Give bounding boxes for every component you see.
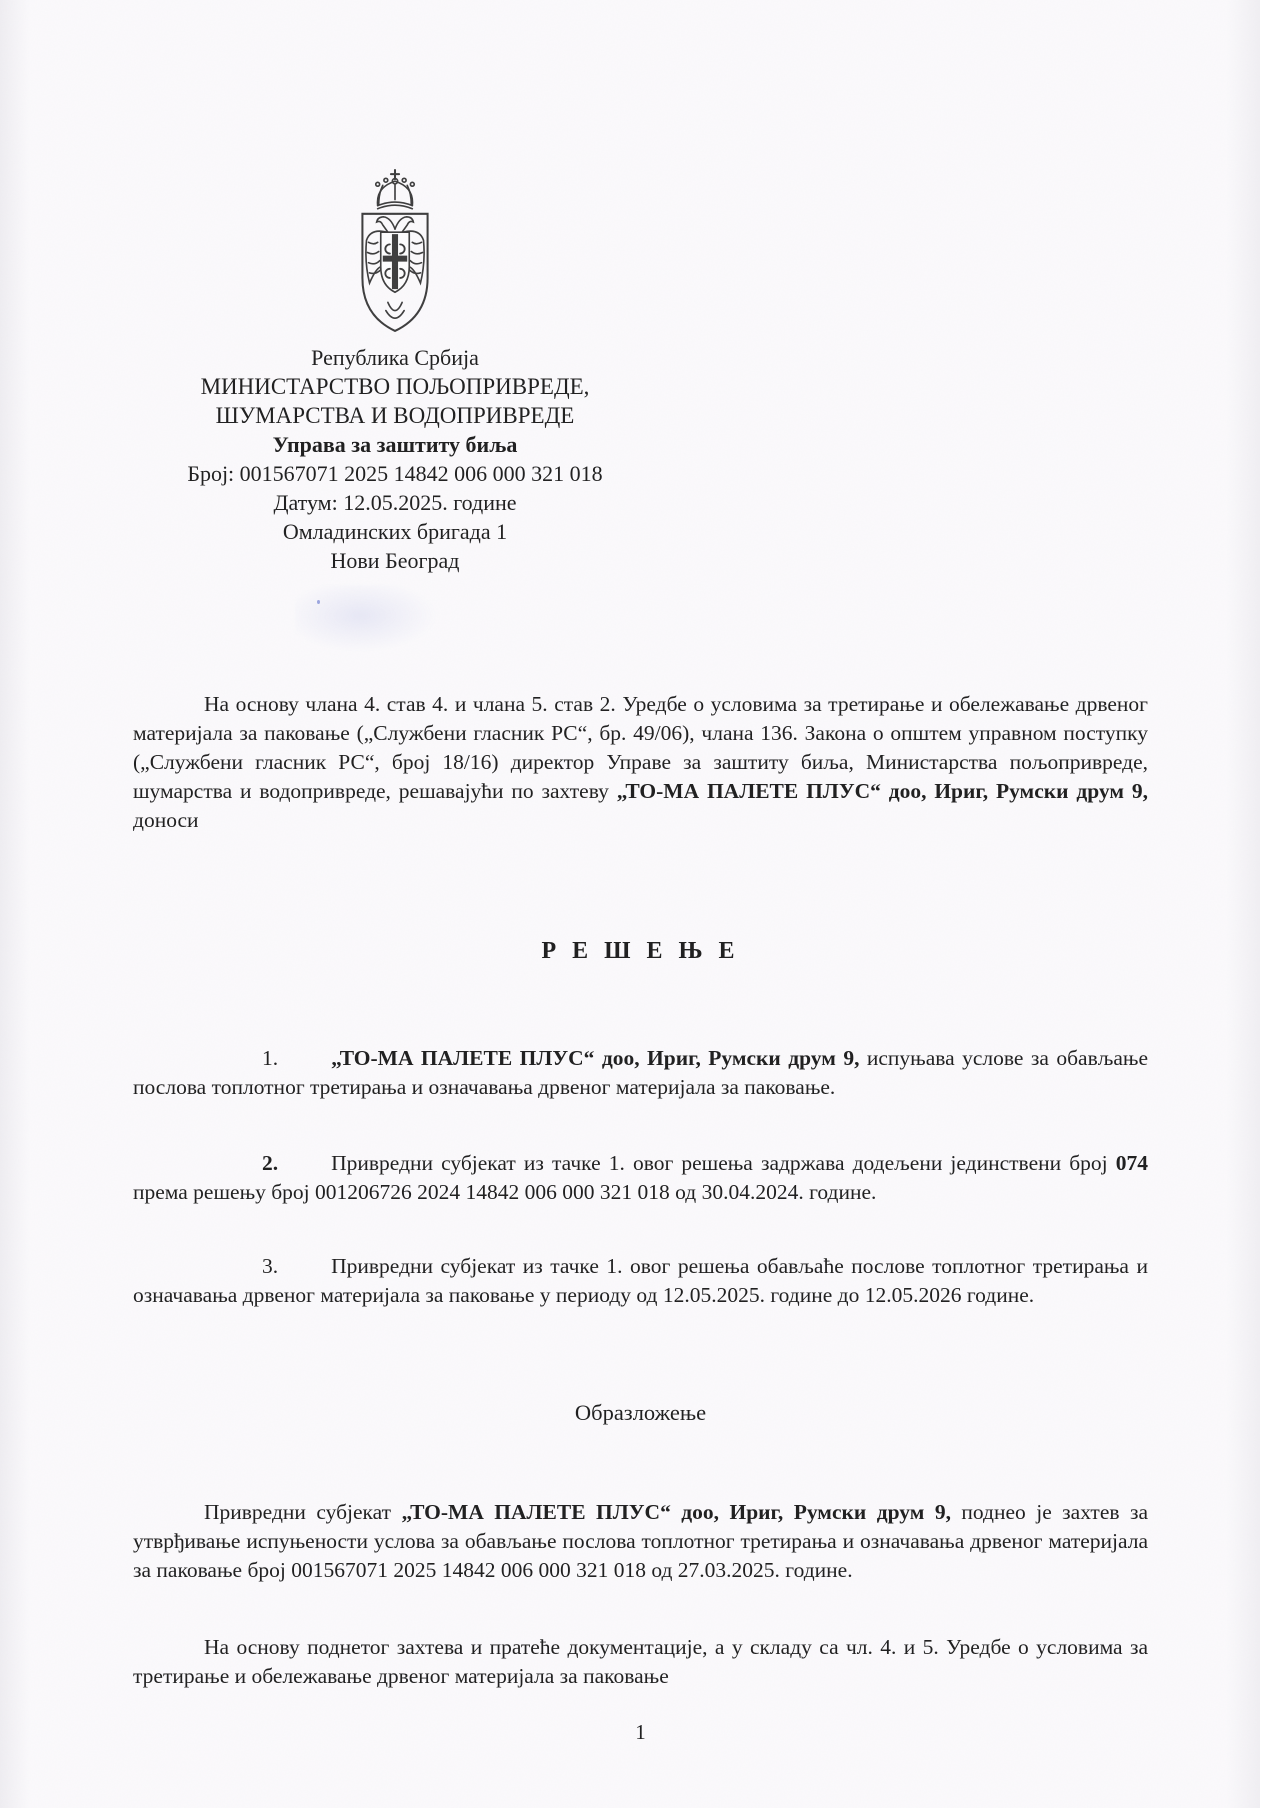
- item2-registry-number-bold: 074: [1115, 1150, 1148, 1175]
- intro-paragraph: [133, 690, 1148, 835]
- decision-title: Р Е Ш Е Њ Е: [541, 938, 740, 964]
- page-number: 1: [635, 1720, 646, 1744]
- item3-text: Привредни субјекат из тачке 1. овог решења обављаће послове топлотног третирања и означавања дрвеног материјала за паковање у периоду од 12.05.2025. године до 12.05.2026 године.: [133, 1253, 1148, 1307]
- item1-text: испуњава услове за обављање послова топлотног третирања и означавања дрвеног материјала за паковање.: [133, 1045, 1148, 1099]
- letterhead-street: Омладинских бригада 1: [282, 519, 508, 544]
- item-number: 1.: [262, 1045, 279, 1070]
- letterhead-country: Република Србија: [311, 345, 479, 370]
- scan-edge-left: [0, 0, 30, 1808]
- letterhead-date: Датум: 12.05.2025. године: [273, 490, 517, 515]
- item1-company-bold: „ТО-МА ПАЛЕТЕ ПЛУС“ доо, Ириг, Румски друм 9,: [331, 1045, 860, 1070]
- intro-text: На основу члана 4. став 4. и члана 5. став 2. Уредбе о условима за третирање и обележавање дрвеног материјала за паковање („Службени гласник РС“, бр. 49/06), члана 136. Закона о општем управном поступку („Службени гласник РС“, број 18/16) директор Управе за заштиту биља, Министарства пољопривреде, шумарства и водопривреде, решавајући по захтеву: [133, 691, 1148, 803]
- rationale1-text-end: поднео је захтев за утврђивање испуњености услова за обављање послова топлотног третирања и означавања дрвеног материјала за паковање број 001567071 2025 14842 006 000 321 018 од 27.03.2025. године.: [133, 1499, 1149, 1582]
- letterhead-city: Нови Београд: [330, 548, 460, 573]
- decision-item-2: [133, 1149, 1148, 1207]
- decision-item-3: [133, 1252, 1148, 1310]
- item-number: 3.: [262, 1253, 279, 1278]
- document-body: [133, 0, 1148, 1808]
- rationale-paragraph-1: [133, 1498, 1148, 1585]
- scan-edge-right: [1226, 0, 1260, 1808]
- item-number: 2.: [262, 1150, 279, 1175]
- item2-text-start: Привредни субјекат из тачке 1. овог решења задржава додељени јединствени број: [331, 1150, 1116, 1175]
- letterhead-ministry-line1: МИНИСТАРСТВО ПОЉОПРИВРЕДЕ,: [200, 374, 590, 399]
- letterhead-ministry-line2: ШУМАРСТВА И ВОДОПРИВРЕДЕ: [215, 403, 575, 428]
- rationale1-company-bold: „ТО-МА ПАЛЕТЕ ПЛУС“ доо, Ириг, Румски друм 9,: [401, 1499, 951, 1524]
- intro-text-end: доноси: [133, 807, 199, 832]
- rationale-paragraph-2: На основу поднетог захтева и пратеће документације, а у складу са чл. 4. и 5. Уредбе о условима за третирање и обележавање дрвеног материјала за паковање: [133, 1634, 1148, 1688]
- decision-item-1: [133, 1044, 1148, 1102]
- rationale-title: Образложење: [574, 1400, 707, 1425]
- scan-margin-right: [1260, 0, 1280, 1808]
- intro-company-bold: „ТО-МА ПАЛЕТЕ ПЛУС“ доо, Ириг, Румски друм 9,: [616, 778, 1149, 803]
- letterhead-administration: Управа за заштиту биља: [272, 432, 518, 457]
- letterhead-case-number: Број: 001567071 2025 14842 006 000 321 018: [187, 461, 603, 486]
- rationale1-text-start: Привредни субјекат: [204, 1499, 402, 1524]
- item2-text-end: према решењу број 001206726 2024 14842 006 000 321 018 од 30.04.2024. године.: [133, 1179, 877, 1204]
